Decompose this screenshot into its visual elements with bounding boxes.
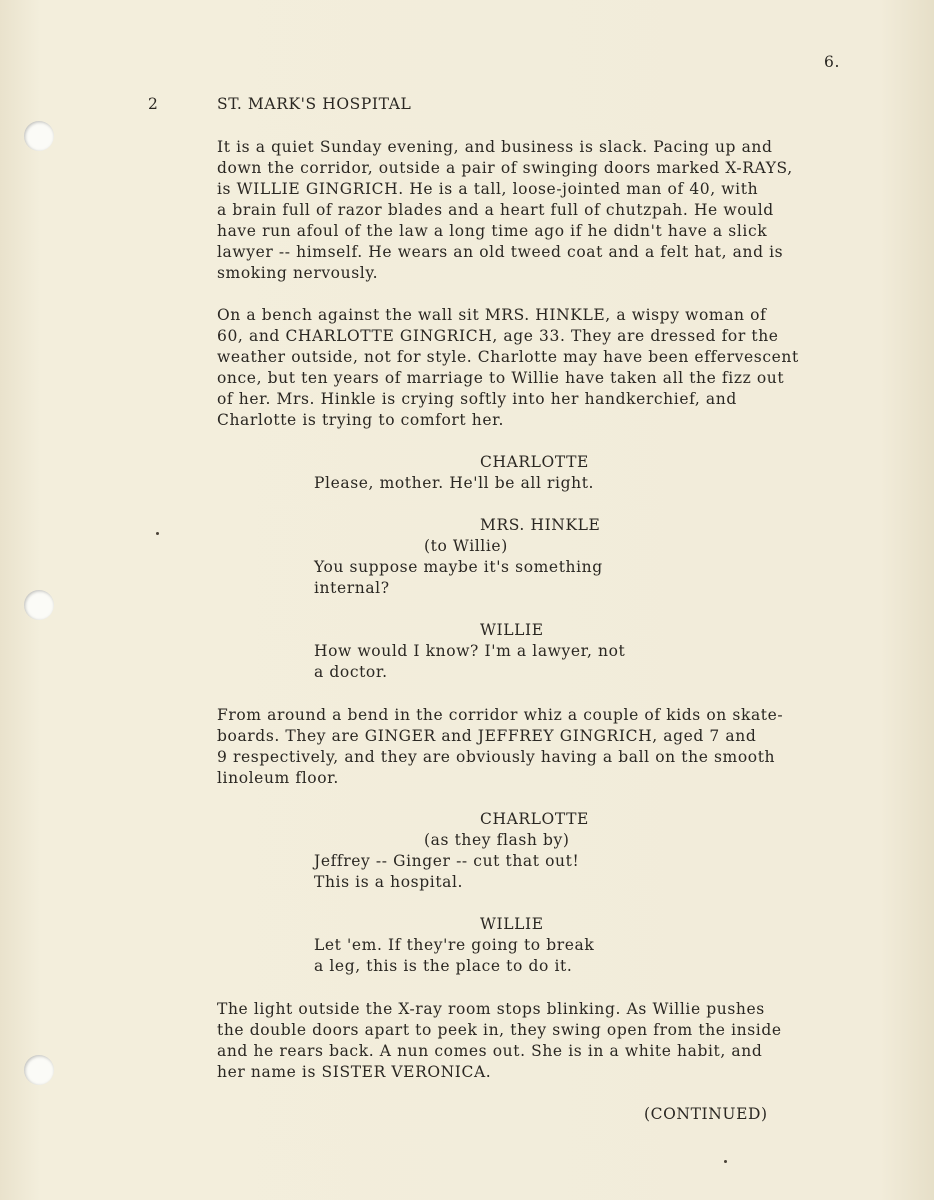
punch-hole: [24, 590, 54, 620]
scene-heading: ST. MARK'S HOSPITAL: [217, 95, 412, 113]
action-line: It is a quiet Sunday evening, and business is slack. Pacing up and: [217, 138, 773, 156]
action-line: 60, and CHARLOTTE GINGRICH, age 33. They are dressed for the: [217, 327, 779, 345]
action-line: lawyer -- himself. He wears an old tweed coat and a felt hat, and is: [217, 243, 784, 261]
scene-number: 2: [148, 95, 159, 113]
parenthetical: (to Willie): [424, 537, 508, 555]
page-number: 6.: [824, 53, 840, 71]
ink-speck: [724, 1160, 727, 1163]
action-line: down the corridor, outside a pair of swinging doors marked X-RAYS,: [217, 159, 793, 177]
continued-marker: (CONTINUED): [644, 1105, 768, 1123]
action-paragraph: [217, 999, 877, 1083]
character-name: CHARLOTTE: [480, 810, 589, 828]
action-line: her name is SISTER VERONICA.: [217, 1063, 492, 1081]
dialogue-line: a doctor.: [314, 663, 388, 681]
action-line: and he rears back. A nun comes out. She is in a white habit, and: [217, 1042, 763, 1060]
action-line: have run afoul of the law a long time ago if he didn't have a slick: [217, 222, 768, 240]
dialogue-block: [314, 641, 714, 683]
dialogue-block: [314, 557, 714, 599]
punch-hole: [24, 121, 54, 151]
dialogue-line: How would I know? I'm a lawyer, not: [314, 642, 626, 660]
action-paragraph: [217, 137, 877, 284]
action-line: The light outside the X-ray room stops blinking. As Willie pushes: [217, 1000, 765, 1018]
action-line: the double doors apart to peek in, they swing open from the inside: [217, 1021, 782, 1039]
action-line: once, but ten years of marriage to Willie have taken all the fizz out: [217, 369, 785, 387]
character-name: MRS. HINKLE: [480, 516, 601, 534]
dialogue-line: This is a hospital.: [314, 873, 464, 891]
action-line: weather outside, not for style. Charlotte may have been effervescent: [217, 348, 799, 366]
dialogue-line: Please, mother. He'll be all right.: [314, 474, 595, 492]
action-line: a brain full of razor blades and a heart full of chutzpah. He would: [217, 201, 774, 219]
dialogue-line: Jeffrey -- Ginger -- cut that out!: [314, 852, 580, 870]
dialogue-block: [314, 851, 714, 893]
dialogue-line: You suppose maybe it's something: [314, 558, 603, 576]
parenthetical: (as they flash by): [424, 831, 570, 849]
action-line: linoleum floor.: [217, 769, 339, 787]
dialogue-line: a leg, this is the place to do it.: [314, 957, 573, 975]
dialogue-block: [314, 473, 714, 494]
action-line: of her. Mrs. Hinkle is crying softly into her handkerchief, and: [217, 390, 737, 408]
punch-hole: [24, 1055, 54, 1085]
dialogue-line: internal?: [314, 579, 390, 597]
action-paragraph: [217, 305, 877, 431]
action-line: Charlotte is trying to comfort her.: [217, 411, 504, 429]
character-name: WILLIE: [480, 621, 544, 639]
dialogue-line: Let 'em. If they're going to break: [314, 936, 595, 954]
dialogue-block: [314, 935, 714, 977]
character-name: WILLIE: [480, 915, 544, 933]
action-line: is WILLIE GINGRICH. He is a tall, loose-jointed man of 40, with: [217, 180, 759, 198]
action-line: From around a bend in the corridor whiz a couple of kids on skate-: [217, 706, 784, 724]
action-line: smoking nervously.: [217, 264, 379, 282]
ink-speck: [156, 532, 159, 535]
character-name: CHARLOTTE: [480, 453, 589, 471]
action-line: 9 respectively, and they are obviously having a ball on the smooth: [217, 748, 776, 766]
action-paragraph: [217, 705, 877, 789]
action-line: On a bench against the wall sit MRS. HINKLE, a wispy woman of: [217, 306, 767, 324]
action-line: boards. They are GINGER and JEFFREY GINGRICH, aged 7 and: [217, 727, 757, 745]
